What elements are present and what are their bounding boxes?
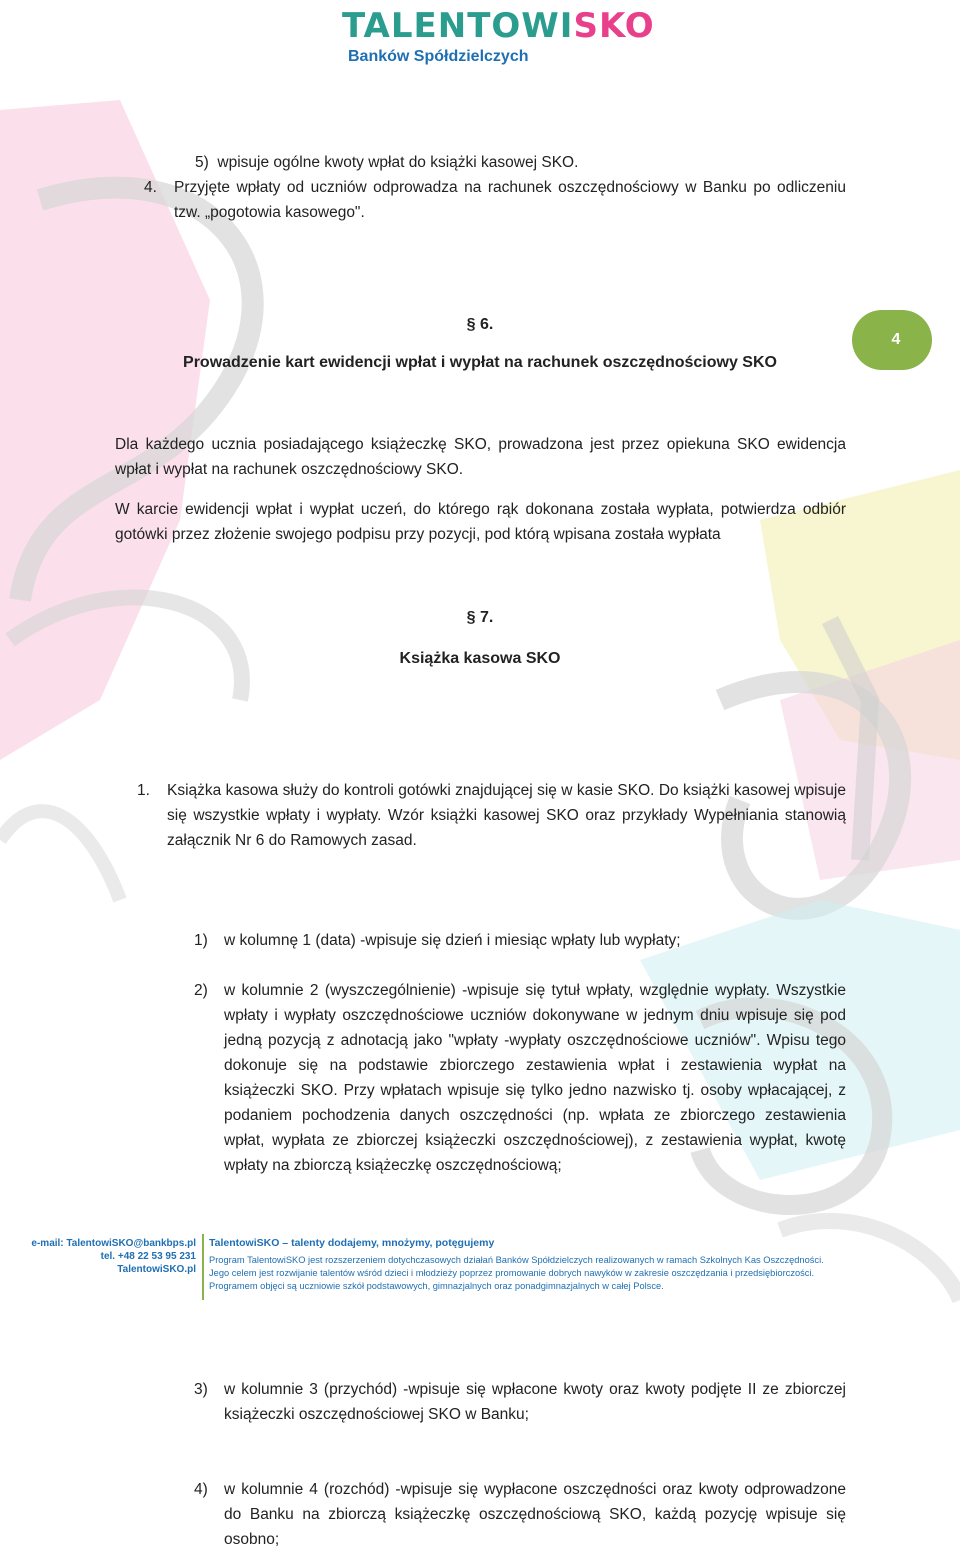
section-number: § 7. (466, 609, 494, 626)
footer-divider (202, 1234, 204, 1300)
logo-subtitle: Banków Spółdzielczych (348, 48, 529, 65)
footer-email[interactable]: e-mail: TalentowiSKO@bankbps.pl (31, 1238, 196, 1249)
section-title: Książka kasowa SKO (399, 650, 561, 667)
sub-list-item: 4) w kolumnie 4 (rozchód) -wpisuje się wypłacone oszczędności oraz kwoty odprowadzone do Banku na zbiorczą książeczkę oszczędnościową SKO, każdą pozycję wpisuje się osobno; (194, 1481, 846, 1548)
sub-list-item: 3) w kolumnie 3 (przychód) -wpisuje się wpłacone kwoty oraz kwoty podjęte II ze zbiorczej książeczki oszczędnościowej SKO w Banku; (194, 1381, 846, 1423)
section-title: Prowadzenie kart ewidencji wpłat i wypłat na rachunek oszczędnościowy SKO (183, 354, 777, 371)
footer-phone: tel. +48 22 53 95 231 (100, 1251, 196, 1262)
page-number-badge: 4 (852, 310, 932, 370)
footer-website[interactable]: TalentowiSKO.pl (117, 1264, 196, 1275)
list-item: 5) wpisuje ogólne kwoty wpłat do książki kasowej SKO. (195, 154, 579, 171)
list-item: 4. Przyjęte wpłaty od uczniów odprowadza na rachunek oszczędnościowy w Banku po odliczeniu tzw. „pogotowia kasowego". (144, 179, 846, 221)
footer-slogan: TalentowiSKO – talenty dodajemy, mnożymy, potęgujemy (209, 1237, 495, 1249)
paragraph: Dla każdego ucznia posiadającego książeczkę SKO, prowadzona jest przez opiekuna SKO ewidencja wpłat i wypłat na rachunek oszczędnościowy SKO. (115, 436, 846, 478)
list-item: 1. Książka kasowa służy do kontroli gotówki znajdującej się w kasie SKO. Do książki kasowej wpisuje się wszystkie wpłaty i wypłaty. Wzór książki kasowej SKO oraz przykłady Wypełniania stanowią załącznik Nr 6 do Ramowych zasad. (137, 782, 846, 849)
sub-list-item: 2) w kolumnie 2 (wyszczególnienie) -wpisuje się tytuł wpłaty, względnie wypłaty. Wszystkie wpłaty i wypłaty oszczędnościowe uczniów dokonywane w jednym dniu wpisuje się pod jedną pozycją z adnotacją jako "wpłaty -wypłaty oszczędnościowe uczniów". Wpisu tego dokonuje się na podstawie zbiorczego zestawienia wpłat i zestawienia wypłat na książeczki SKO. Przy wpłatach wpisuje się tylko jedno nazwisko tj. osoby wpłacającej, z podaniem pochodzenia danych oszczędności (np. wpłata ze zbiorczego zestawienia wpłat, wypłata ze zbiorczej książeczki oszczędnościowej), z zestawienia wypłat, kwotę wpłaty na zbiorczą książeczkę oszczędnościową; (194, 982, 846, 1174)
footer-contact (0, 1237, 196, 1276)
talentowisko-logo (340, 4, 655, 66)
footer-line: Programem objęci są uczniowie szkół podstawowych, gimnazjalnych oraz ponadgimnazjalnych w całej Polsce. (209, 1281, 664, 1291)
paragraph: W karcie ewidencji wpłat i wypłat uczeń, do którego rąk dokonana została wypłata, potwierdza odbiór gotówki przez złożenie swojego podpisu przy pozycji, pod którą wpisana została wypłata (115, 501, 846, 543)
sub-list-item: 1) w kolumnę 1 (data) -wpisuje się dzień i miesiąc wpłaty lub wypłaty; (194, 932, 681, 949)
footer-line: Jego celem jest rozwijanie talentów wśród dzieci i młodzieży poprzez promowanie dobrych nawyków w zakresie oszczędzania i przedsiębiorczości. (209, 1268, 815, 1278)
section-number: § 6. (466, 316, 494, 333)
footer-line: Program TalentowiSKO jest rozszerzeniem dotychczasowych działań Banków Spółdzielczych realizowanych w ramach Szkolnych Kas Oszczędności. (209, 1255, 824, 1265)
logo-wordmark: TALENTOWISKO (342, 6, 655, 46)
footer-info (209, 1237, 949, 1293)
